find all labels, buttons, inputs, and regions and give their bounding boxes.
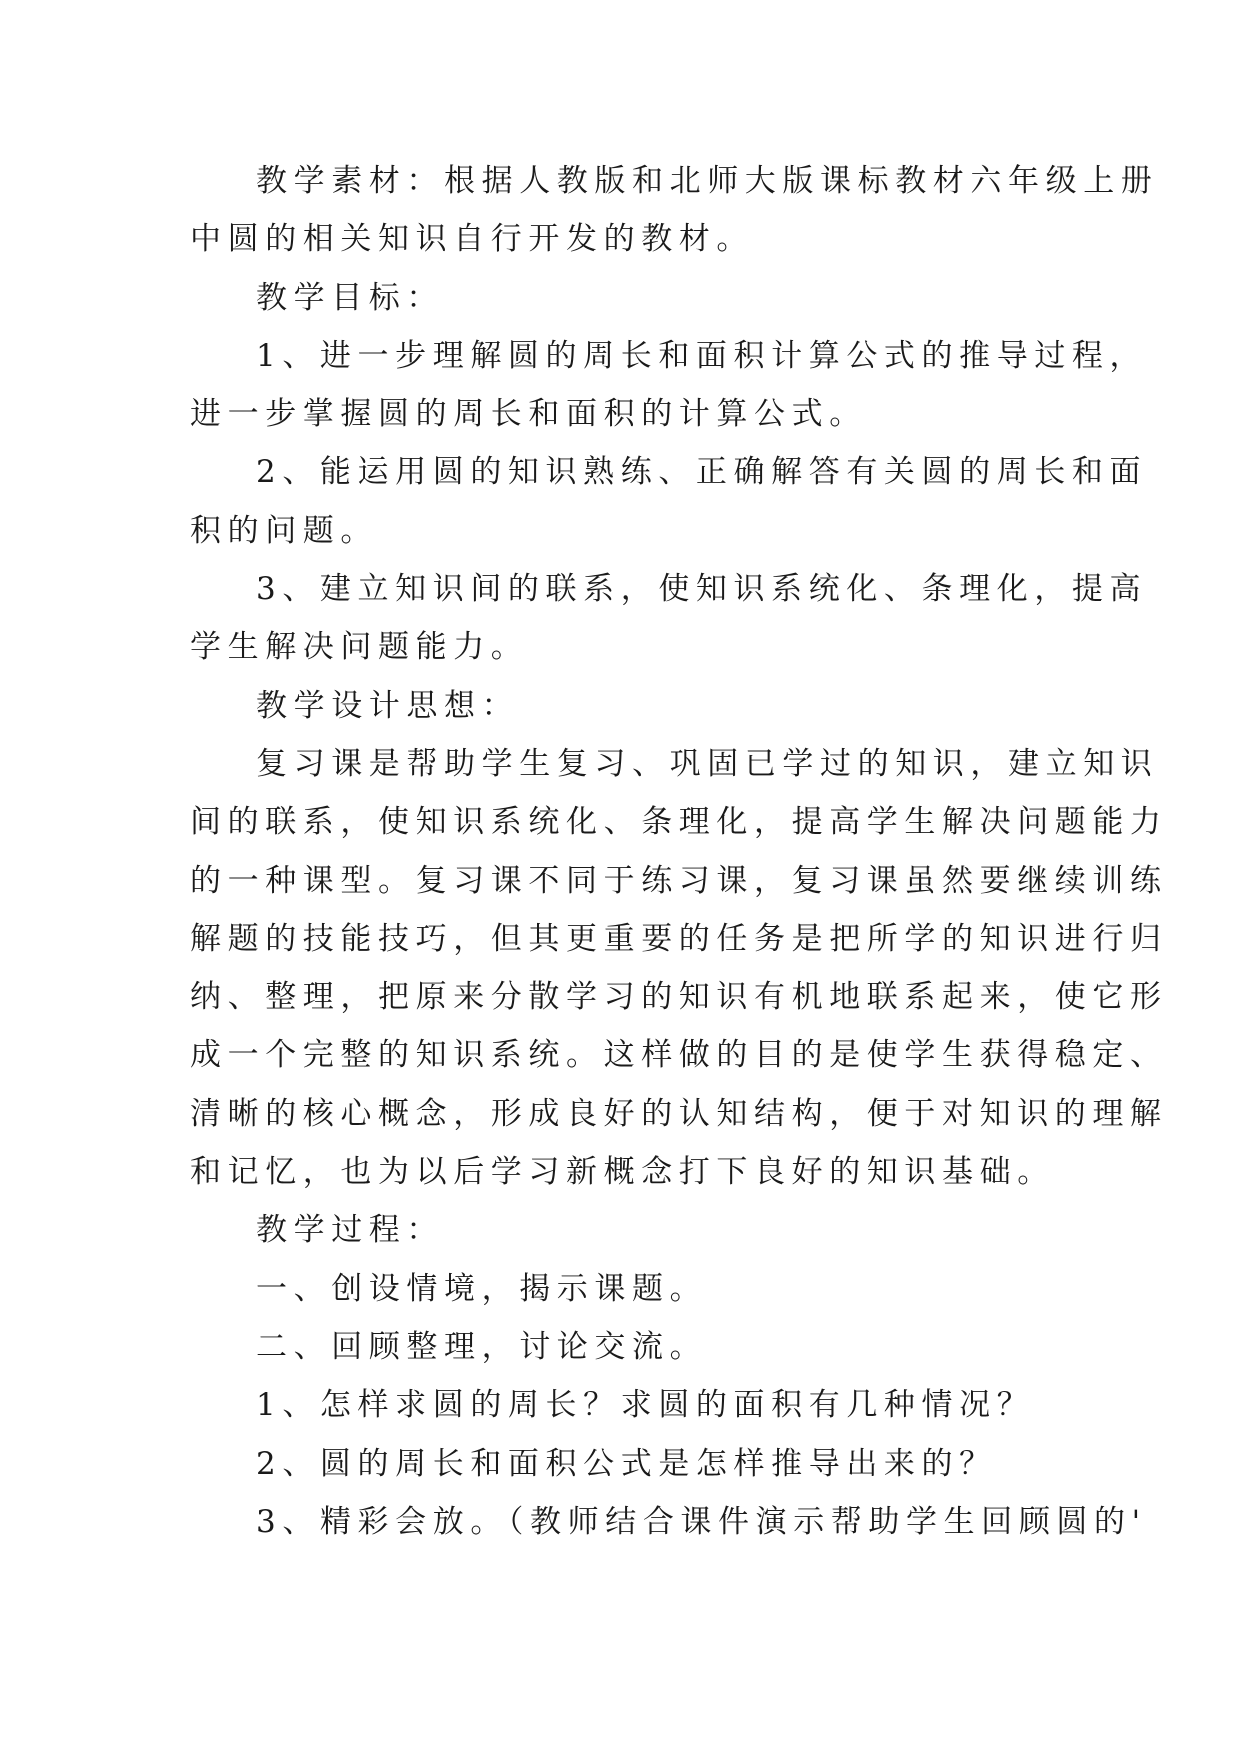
text-line: 二、回顾整理，讨论交流。 bbox=[256, 1328, 708, 1365]
text-line: 积的问题。 bbox=[190, 512, 378, 549]
text-line: 间的联系，使知识系统化、条理化，提高学生解决问题能力 bbox=[190, 804, 1168, 841]
text-line: 学生解决问题能力。 bbox=[190, 629, 529, 666]
section-heading: 教学目标： bbox=[256, 279, 444, 316]
section-heading: 教学设计思想： bbox=[256, 687, 520, 724]
text-line: 解题的技能技巧，但其更重要的任务是把所学的知识进行归 bbox=[190, 920, 1168, 957]
text-line: 复习课是帮助学生复习、巩固已学过的知识，建立知识 bbox=[256, 745, 1159, 782]
text-line: 成一个完整的知识系统。这样做的目的是使学生获得稳定、 bbox=[190, 1037, 1168, 1074]
text-line: 2、能运用圆的知识熟练、正确解答有关圆的周长和面 bbox=[256, 454, 1148, 491]
section-heading: 教学过程： bbox=[256, 1212, 444, 1249]
document-body bbox=[190, 152, 1168, 1551]
text-line: 1、进一步理解圆的周长和面积计算公式的推导过程， bbox=[256, 337, 1148, 374]
text-line: 中圆的相关知识自行开发的教材。 bbox=[190, 221, 754, 258]
text-line: 3、精彩会放。（教师结合课件演示帮助学生回顾圆的' bbox=[256, 1503, 1147, 1540]
text-line: 和记忆，也为以后学习新概念打下良好的知识基础。 bbox=[190, 1154, 1055, 1191]
text-line: 1、怎样求圆的周长？求圆的面积有几种情况？ bbox=[256, 1387, 1035, 1424]
text-line: 纳、整理，把原来分散学习的知识有机地联系起来，使它形 bbox=[190, 979, 1168, 1016]
text-line: 的一种课型。复习课不同于练习课，复习课虽然要继续训练 bbox=[190, 862, 1168, 899]
text-line: 进一步掌握圆的周长和面积的计算公式。 bbox=[190, 396, 867, 433]
text-line: 3、建立知识间的联系，使知识系统化、条理化，提高 bbox=[256, 571, 1148, 608]
text-line: 一、创设情境，揭示课题。 bbox=[256, 1270, 708, 1307]
text-line: 教学素材：根据人教版和北师大版课标教材六年级上册 bbox=[256, 163, 1159, 199]
text-line: 2、圆的周长和面积公式是怎样推导出来的？ bbox=[256, 1445, 997, 1482]
text-line: 清晰的核心概念，形成良好的认知结构，便于对知识的理解 bbox=[190, 1095, 1168, 1132]
